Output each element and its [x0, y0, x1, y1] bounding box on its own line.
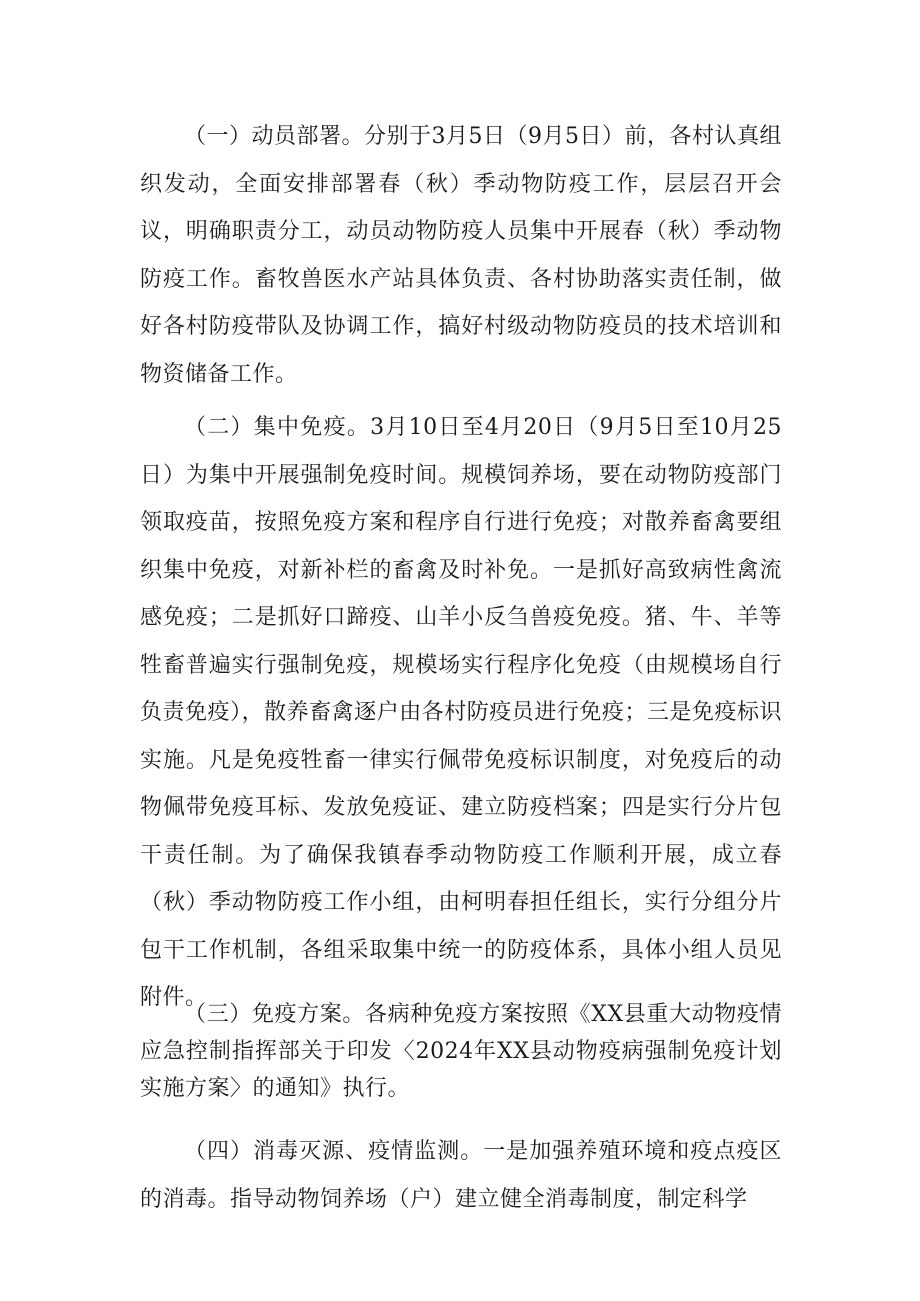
- paragraph-disinfection-monitoring: （四）消毒灭源、疫情监测。一是加强养殖环境和疫点疫区的消毒。指导动物饲养场（户）建立健全消毒制度，制定科学: [140, 1139, 782, 1212]
- paragraph-centralized-immunization: （二）集中免疫。3月10日至4月20日（9月5日至10月25日）为集中开展强制免疫时间。规模饲养场，要在动物防疫部门领取疫苗，按照免疫方案和程序自行进行免疫；对散养畜禽要组织集中免疫，对新补栏的畜禽及时补免。一是抓好高致病性禽流感免疫；二是抓好口蹄疫、山羊小反刍兽疫免疫。猪、牛、羊等牲畜普遍实行强制免疫，规模场实行程序化免疫（由规模场自行负责免疫），散养畜禽逐户由各村防疫员进行免疫；三是免疫标识实施。凡是免疫牲畜一律实行佩带免疫标识制度，对免疫后的动物佩带免疫耳标、发放免疫证、建立防疫档案；四是实行分片包干责任制。为了确保我镇春季动物防疫工作顺利开展，成立春（秋）季动物防疫工作小组，由柯明春担任组长，实行分组分片包干工作机制，各组采取集中统一的防疫体系，具体小组人员见附件。: [140, 415, 782, 1010]
- paragraph-immunization-plan: （三）免疫方案。各病种免疫方案按照《XX县重大动物疫情应急控制指挥部关于印发〈2024年XX县动物疫病强制免疫计划实施方案〉的通知》执行。: [140, 1002, 782, 1101]
- paragraph-mobilization: （一）动员部署。分别于3月5日（9月5日）前，各村认真组织发动，全面安排部署春（秋）季动物防疫工作，层层召开会议，明确职责分工，动员动物防疫人员集中开展春（秋）季动物防疫工作。畜牧兽医水产站具体负责、各村协助落实责任制，做好各村防疫带队及协调工作，搞好村级动物防疫员的技术培训和物资储备工作。: [140, 124, 782, 387]
